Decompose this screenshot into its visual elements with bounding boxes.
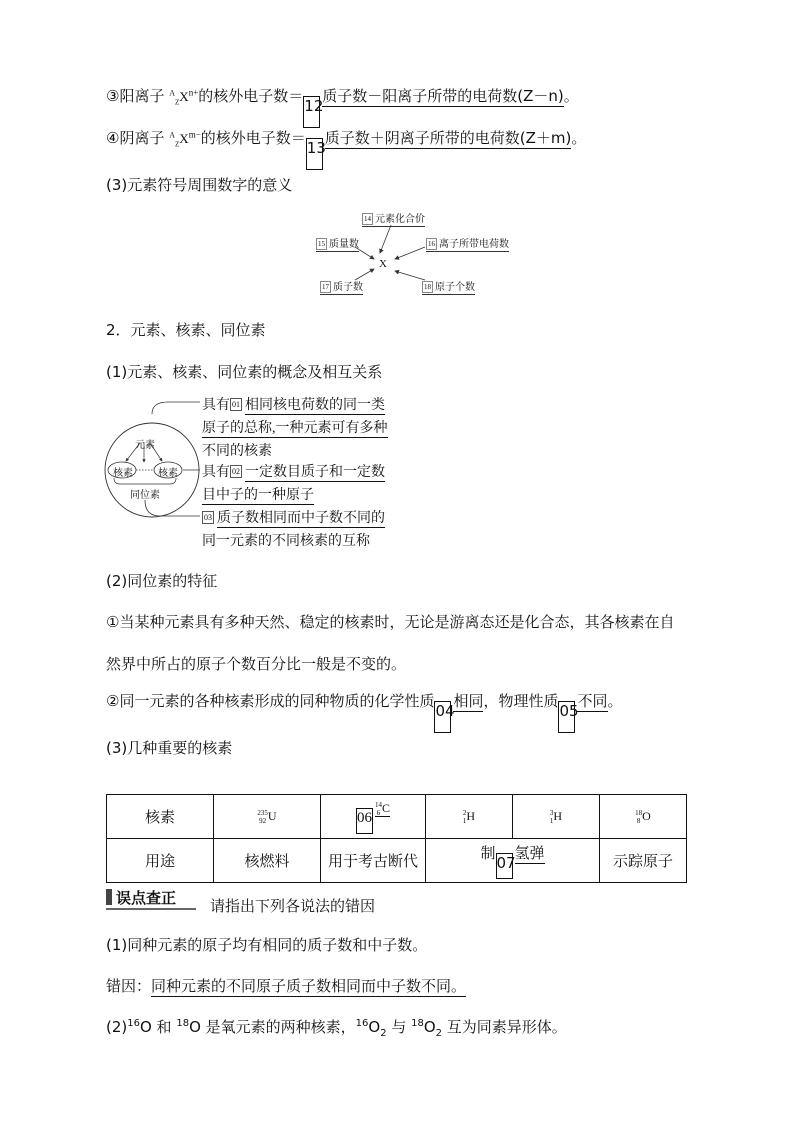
answer-box-06: 06 bbox=[356, 808, 373, 834]
concepts-heading: (1)元素、核素、同位素的概念及相互关系 bbox=[106, 363, 383, 381]
section-2-title: 2．元素、核素、同位素 bbox=[106, 321, 266, 339]
table-cell: 示踪原子 bbox=[600, 839, 687, 883]
table-cell: 3 1H bbox=[513, 795, 600, 839]
important-nuclides-heading: (3)几种重要的核素 bbox=[106, 739, 233, 757]
anion-electron-line: ④阴离子 $^A_ZX^{m-}$的核外电子数＝13质子数＋阴离子所带的电荷数(Z＋m)。 bbox=[106, 127, 586, 170]
concept-diagram bbox=[100, 392, 420, 552]
element-definition: 具有 01 相同核电荷数的同一类 原子的总称,一种元素可有多种 不同的核素 bbox=[202, 398, 388, 459]
concept-isotope-label: 同位素 bbox=[130, 490, 160, 501]
symbol-meaning-heading: (3)元素符号周围数字的意义 bbox=[106, 176, 293, 194]
concept-nuclide-left: 核素 bbox=[113, 468, 133, 479]
error-reason-1: 错因：同种元素的不同原子质子数相同而中子数不同。 bbox=[106, 977, 467, 995]
nuclide-definition: 具有 02 一定数目质子和一定数 目中子的一种原子 bbox=[202, 465, 385, 503]
cation-symbol: $^A_ZX^{n+}$ bbox=[169, 87, 199, 107]
table-cell: 用途 bbox=[107, 839, 214, 883]
isotope-definition: 03 质子数相同而中子数不同的 同一元素的不同核素的互称 bbox=[202, 511, 385, 549]
feature-1-line-1: ①当某种元素具有多种天然、稳定的核素时，无论是游离态还是化合态，其各核素在自 bbox=[106, 613, 675, 631]
answer-box-01: 01 bbox=[232, 400, 240, 409]
table-row bbox=[107, 795, 687, 839]
nuclide-table bbox=[106, 794, 687, 883]
feature-1-line-2: 然界中所占的原子个数百分比一般是不变的。 bbox=[106, 655, 407, 673]
diagram-label-atom-count: 18 原子个数 bbox=[422, 278, 475, 295]
table-cell: 核素 bbox=[107, 795, 214, 839]
diagram-label-proton-number: 17 质子数 bbox=[320, 278, 363, 295]
error-check-tag: 误点查正 bbox=[106, 887, 176, 907]
table-cell: 用于考古断代 bbox=[321, 839, 426, 883]
concept-connectors bbox=[100, 392, 210, 552]
answer-box-05: 05 bbox=[558, 701, 575, 733]
answer-box-03: 03 bbox=[204, 513, 212, 522]
answer-box-12: 12 bbox=[303, 96, 320, 128]
cation-electron-line: ③阳离子 $^A_ZX^{n+}$的核外电子数＝12质子数－阳离子所带的电荷数(Z－n)。 bbox=[106, 85, 579, 128]
table-cell: 235 92 U bbox=[214, 795, 321, 839]
cation-prefix: ③阳离子 bbox=[106, 87, 165, 105]
diagram-label-mass-number: 15 质量数 bbox=[316, 235, 359, 252]
answer-box-07: 07 bbox=[496, 853, 513, 879]
feature-2-line: ②同一元素的各种核素形成的同种物质的化学性质04相同，物理性质05不同。 bbox=[106, 690, 623, 733]
table-row bbox=[107, 839, 687, 883]
table-cell: 2 1H bbox=[426, 795, 513, 839]
features-heading: (2)同位素的特征 bbox=[106, 572, 218, 590]
error-instruction: 请指出下列各说法的错因 bbox=[210, 897, 376, 915]
concept-nuclide-right: 核素 bbox=[158, 468, 178, 479]
diagram-center-symbol: X bbox=[379, 258, 387, 270]
anion-answer: 质子数＋阴离子所带的电荷数(Z＋m) bbox=[324, 129, 572, 147]
tag-bar-icon bbox=[106, 889, 112, 905]
diagram-label-ion-charge: 16 离子所带电荷数 bbox=[426, 235, 509, 252]
anion-prefix: ④阴离子 bbox=[106, 129, 165, 147]
table-cell: 核燃料 bbox=[214, 839, 321, 883]
table-cell: 0614 6 C bbox=[321, 795, 426, 839]
table-cell: 18 8 O bbox=[600, 795, 687, 839]
cation-answer: 质子数－阳离子所带的电荷数(Z－n) bbox=[322, 87, 564, 105]
table-cell: 制07氢弹 bbox=[426, 839, 600, 883]
answer-box-04: 04 bbox=[434, 701, 451, 733]
question-1: (1)同种元素的原子均有相同的质子数和中子数。 bbox=[106, 936, 428, 954]
concept-element-label: 元素 bbox=[135, 440, 155, 451]
answer-box-13: 13 bbox=[306, 138, 323, 170]
diagram-label-valence: 14 元素化合价 bbox=[362, 210, 425, 227]
answer-box-02: 02 bbox=[232, 467, 240, 476]
symbol-diagram bbox=[300, 205, 520, 300]
anion-symbol: $^A_ZX^{m-}$ bbox=[169, 129, 201, 149]
question-2: $(2)^{16}O$ 和 $^{18}$O 是氧元素的两种核素，$^{16}O_2$ 与 $^{18}O_2$ 互为同素异形体。 bbox=[106, 1018, 567, 1039]
